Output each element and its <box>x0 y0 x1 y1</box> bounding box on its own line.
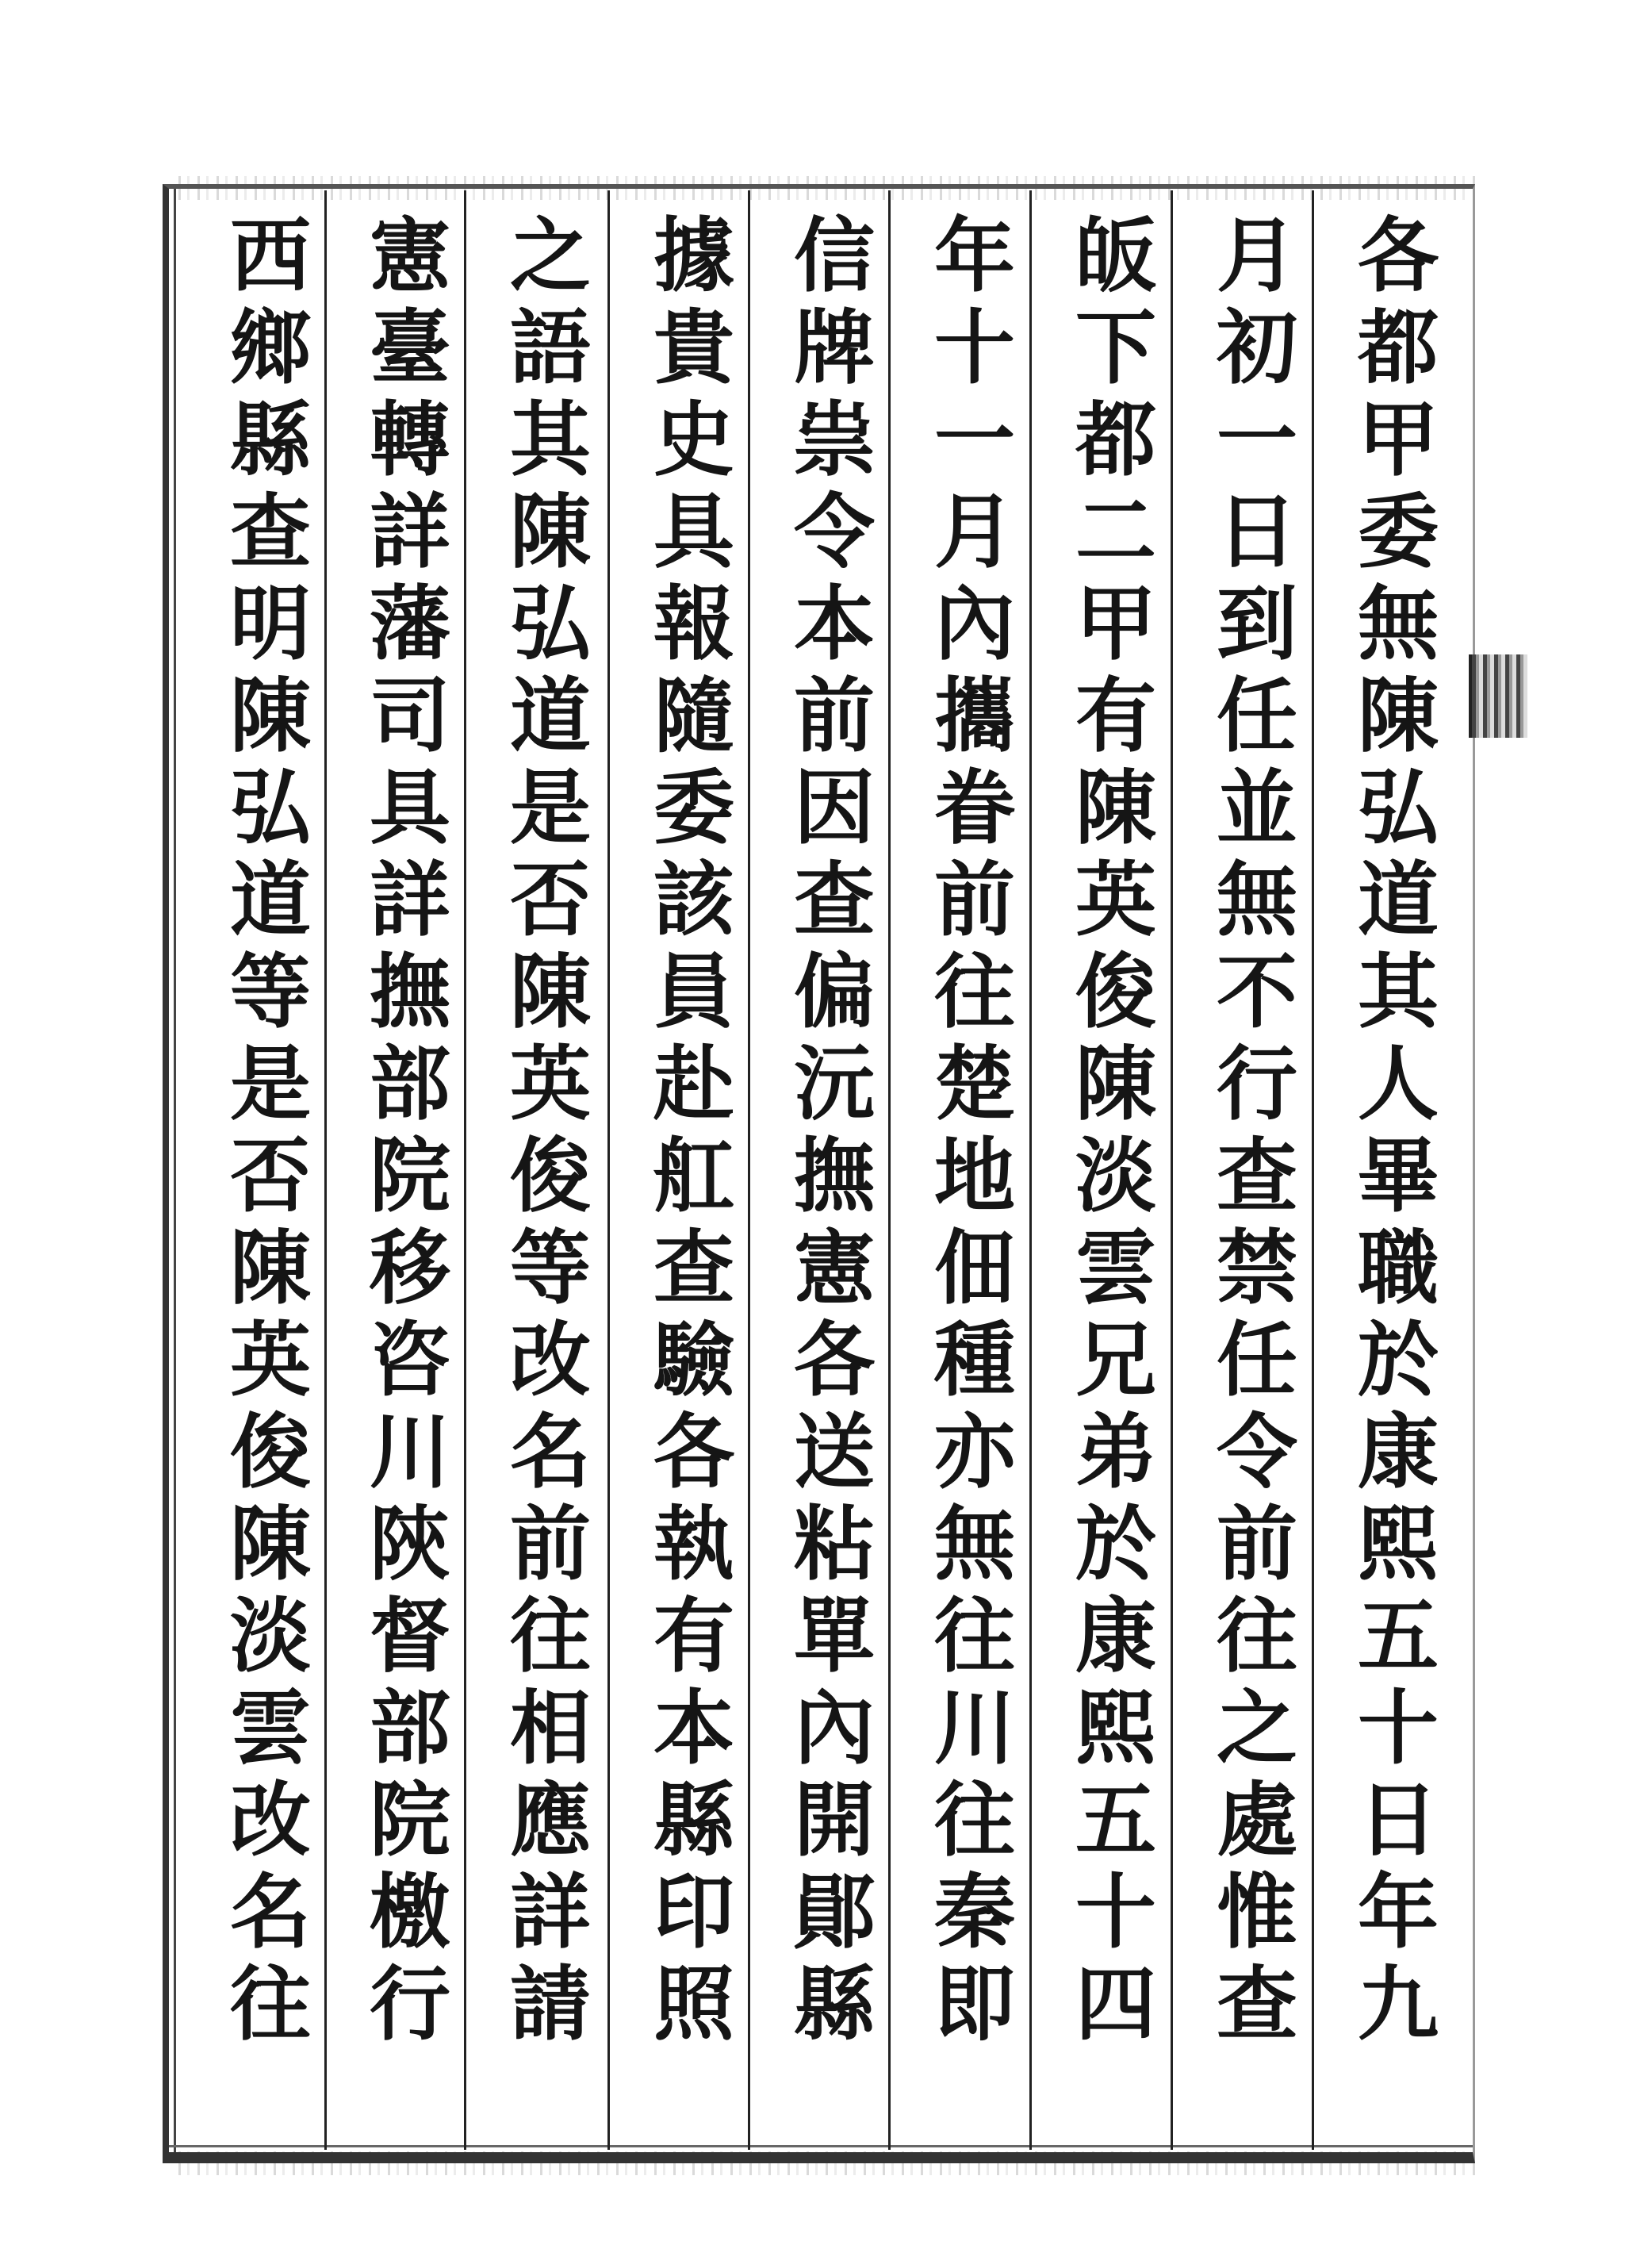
column-rule <box>607 190 610 2150</box>
column-rule <box>1171 190 1173 2150</box>
page-edge-tab <box>1469 654 1527 738</box>
text-column-3: 皈下都二甲有陳英俊陳淡雲兄弟於康熙五十四 <box>1062 213 1157 2053</box>
column-rule <box>324 190 327 2150</box>
text-column-7: 之語其陳弘道是否陳英俊等改名前往相應詳請 <box>496 213 592 2053</box>
text-column-1: 各都甲委無陳弘道其人畢職於康熙五十日年九 <box>1344 213 1439 2053</box>
column-rule <box>1029 190 1032 2150</box>
column-rule <box>748 190 750 2150</box>
text-column-2: 月初一日到任並無不行查禁任令前往之處惟查 <box>1203 213 1298 2053</box>
column-rule <box>1312 190 1314 2150</box>
text-column-5: 信牌祟令本前因查偏沅撫憲各送粘單內開鄖縣 <box>780 213 876 2053</box>
column-rule <box>464 190 466 2150</box>
text-column-6: 據貴史具報隨委該員赴舡查驗各執有本縣印照 <box>640 213 735 2053</box>
column-rule <box>888 190 891 2150</box>
text-column-4: 年十一月內攜眷前往楚地佃種亦無往川往秦即 <box>921 213 1016 2053</box>
text-column-9: 西鄉縣查明陳弘道等是否陳英俊陳淡雲改名往 <box>217 213 312 2053</box>
text-column-8: 憲臺轉詳藩司具詳撫部院移咨川陝督部院檄行 <box>356 213 451 2053</box>
